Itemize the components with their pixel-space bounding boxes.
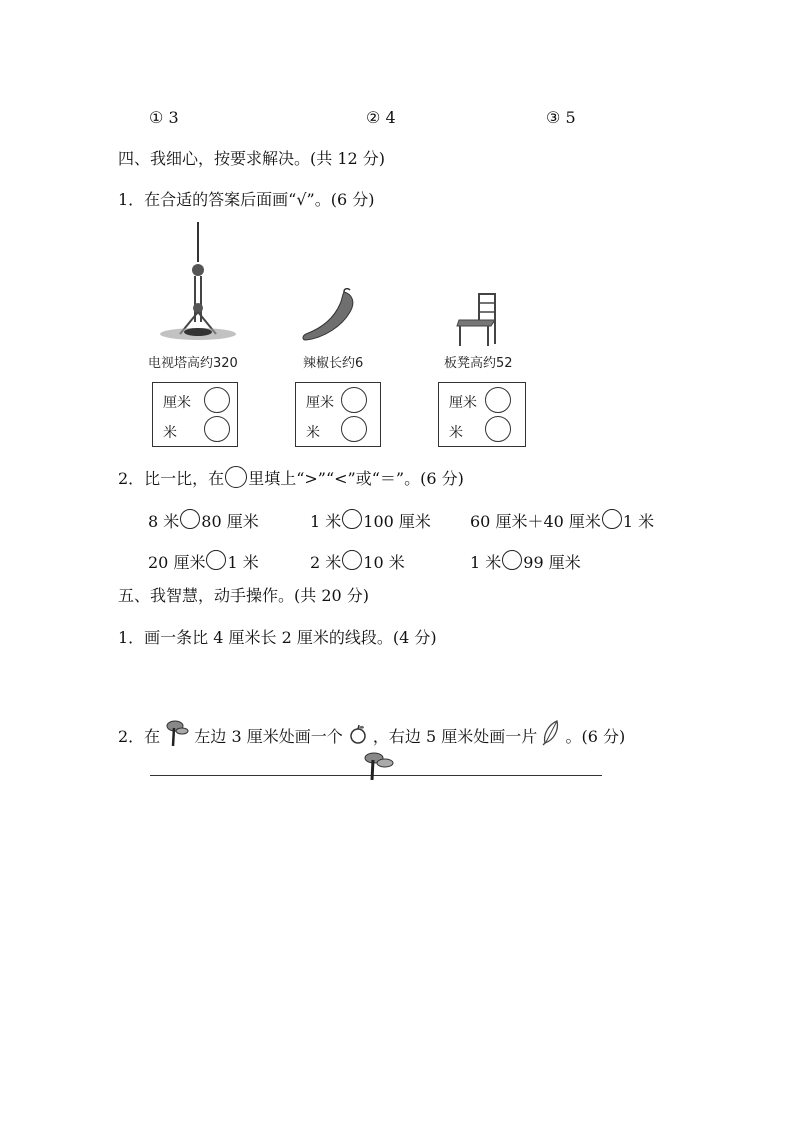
compare-item: 1 米 99 厘米: [470, 550, 581, 571]
compare-item: 2 米 10 米: [310, 550, 405, 571]
answer-box-chili: 厘米 米: [295, 382, 381, 447]
s4-q2-text: 2．比一比，在 里填上“>”“<”或“＝”。(6 分): [118, 466, 464, 488]
s5-q1-text: 1．画一条比 4 厘米长 2 厘米的线段。(4 分): [118, 628, 437, 647]
compare-item: 60 厘米＋40 厘米 1 米: [470, 509, 654, 530]
choice-2: ② 4: [366, 108, 396, 127]
answer-circle-cm[interactable]: [485, 387, 511, 413]
tree-icon: [362, 752, 396, 780]
compare-circle[interactable]: [206, 550, 226, 570]
answer-circle-cm[interactable]: [204, 387, 230, 413]
answer-circle-cm[interactable]: [341, 387, 367, 413]
circle-symbol: [225, 466, 247, 488]
s4-q1-text: 1．在合适的答案后面画“√”。(6 分): [118, 190, 375, 209]
compare-item: 1 米 100 厘米: [310, 509, 431, 530]
compare-circle[interactable]: [502, 550, 522, 570]
answer-box-chair: 厘米 米: [438, 382, 526, 447]
answer-circle-m[interactable]: [341, 416, 367, 442]
caption-chair: 板凳高约52: [444, 356, 513, 371]
chair-icon: [455, 292, 499, 348]
caption-chili: 辣椒长约6: [303, 356, 364, 371]
chili-pepper-icon: [300, 288, 360, 346]
answer-circle-m[interactable]: [485, 416, 511, 442]
tree-icon: [165, 720, 189, 746]
s5-q2-text: 2．在 左边 3 厘米处画一个 ，右边 5 厘米处画一片 。(6 分): [118, 720, 625, 746]
answer-circle-m[interactable]: [204, 416, 230, 442]
caption-tv-tower: 电视塔高约320: [148, 356, 238, 371]
compare-circle[interactable]: [342, 509, 362, 529]
compare-circle[interactable]: [342, 550, 362, 570]
section-5-title: 五、我智慧，动手操作。(共 20 分): [118, 586, 370, 605]
choice-1: ① 3: [149, 108, 179, 127]
section-4-title: 四、我细心，按要求解决。(共 12 分): [118, 149, 386, 168]
leaf-icon: [542, 720, 560, 746]
compare-circle[interactable]: [602, 509, 622, 529]
compare-item: 20 厘米 1 米: [148, 550, 259, 571]
apple-icon: [348, 724, 368, 744]
tv-tower-icon: [158, 222, 238, 344]
compare-circle[interactable]: [180, 509, 200, 529]
answer-box-tv-tower: 厘米 米: [152, 382, 238, 447]
choice-3: ③ 5: [546, 108, 576, 127]
compare-item: 8 米 80 厘米: [148, 509, 259, 530]
